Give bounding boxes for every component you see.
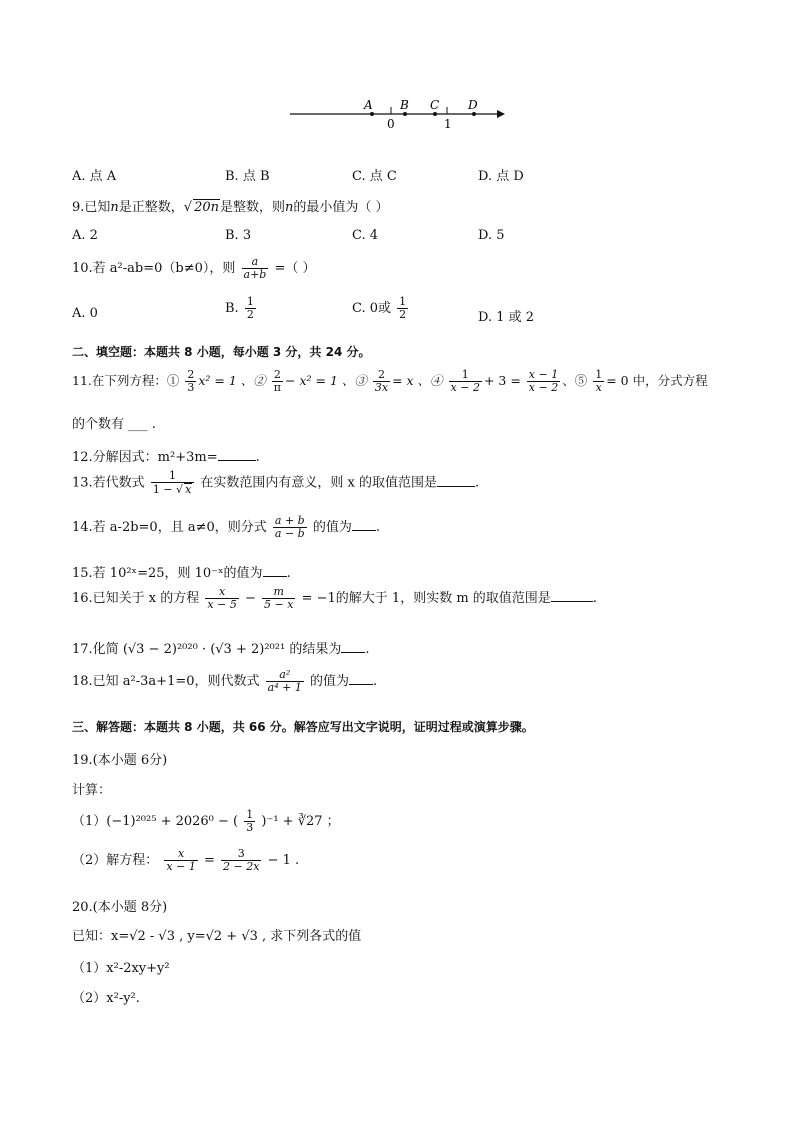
label-one: 1 <box>444 117 452 131</box>
q9-option-b: B. 3 <box>225 228 252 243</box>
q19-part1: （1）(−1)²⁰²⁵ + 2026⁰ − ( $\frac{1}{3}$ )⁻¹ + ∛27 ； <box>72 808 340 834</box>
section-2-heading: 二、填空题：本题共 8 小题，每小题 3 分，共 24 分。 <box>72 345 371 359</box>
q20-title: 20.(本小题 8分) <box>72 900 168 915</box>
q11-line2: 的个数有 ___ . <box>72 417 156 432</box>
q10-option-d: D. 1 或 2 <box>478 310 535 325</box>
q13-stem: 13.若代数式 $\frac{1}{1 - √ x}$ 在实数范围内有意义，则 x 的取值范围是 . <box>72 469 480 496</box>
label-a: A <box>364 98 373 112</box>
q20-part1: （1）x²-2xy+y² <box>72 961 170 976</box>
q17-stem: 17.化简 (√3 − 2)²⁰²⁰ · (√3 + 2)²⁰²¹ 的结果为 . <box>72 642 370 657</box>
q18-stem: 18.已知 a²-3a+1=0，则代数式 $\frac{\text{a²}}{\text{a⁴ + 1}}$ 的值为 . <box>72 668 378 694</box>
q20-intro: 已知：x=√2 - √3 , y=√2 + √3 , 求下列各式的值 <box>72 929 362 944</box>
q11-stem: 11.在下列方程：① $\frac{2}{3}$ x² = 1 、② $\frac{2}{\pi}$ − x² = 1 、③ $\frac{2}{3x}$ = x 、④ $\frac{1}{x - 2}$ + 3 = $\frac{x - 1}{x - 2}$ 、⑤ $\frac{1}{x}$ = 0 中，分式方程 <box>72 368 708 394</box>
q8-option-a: A. 点 A <box>72 169 117 184</box>
number-line <box>285 95 510 135</box>
q10-stem: 10.若 a²-ab=0（b≠0），则 $\frac{a}{a+b}$ =（ ） <box>72 255 316 281</box>
section-3-heading: 三、解答题：本题共 8 小题，共 66 分。解答应写出文字说明，证明过程或演算步骤。 <box>72 720 534 734</box>
label-zero: 0 <box>387 117 395 131</box>
q12-stem: 12.分解因式：m²+3m= . <box>72 450 260 465</box>
q9-option-a: A. 2 <box>72 228 98 243</box>
point-c <box>433 112 437 116</box>
q19-part2: （2）解方程： $\frac{x}{x - 1}$ = $\frac{3}{2 - 2x}$ − 1 . <box>72 847 300 873</box>
q19-intro: 计算： <box>72 783 112 798</box>
q14-stem: 14.若 a-2b=0，且 a≠0，则分式 $\frac{a + b}{a - b}$ 的值为 . <box>72 514 381 540</box>
q20-part2: （2）x²-y². <box>72 991 140 1006</box>
q16-stem: 16.已知关于 x 的方程 $\frac{x}{x - 5}$ − $\frac{m}{5 - x}$ = −1的解大于 1，则实数 m 的取值范围是 . <box>72 585 597 611</box>
q8-option-c: C. 点 C <box>352 169 397 184</box>
q10-option-c: C. 0或 $\frac{1}{2}$ <box>352 295 407 321</box>
q9-option-d: D. 5 <box>478 228 505 243</box>
q10-option-b: B. $\frac{1}{2}$ <box>225 295 254 321</box>
q19-title: 19.(本小题 6分) <box>72 753 168 768</box>
q8-option-b: B. 点 B <box>225 169 270 184</box>
label-b: B <box>400 98 409 112</box>
q9-option-c: C. 4 <box>352 228 379 243</box>
q9-stem: 9.已知n是正整数，√ 20n是整数，则n的最小值为（ ） <box>72 200 389 215</box>
q8-option-d: D. 点 D <box>478 169 524 184</box>
label-d: D <box>468 98 478 112</box>
label-c: C <box>430 98 440 112</box>
point-d <box>472 112 476 116</box>
point-a <box>370 112 374 116</box>
q10-option-a: A. 0 <box>72 306 98 321</box>
point-b <box>403 112 407 116</box>
q15-stem: 15.若 10²ˣ=25，则 10⁻ˣ的值为 . <box>72 566 291 581</box>
